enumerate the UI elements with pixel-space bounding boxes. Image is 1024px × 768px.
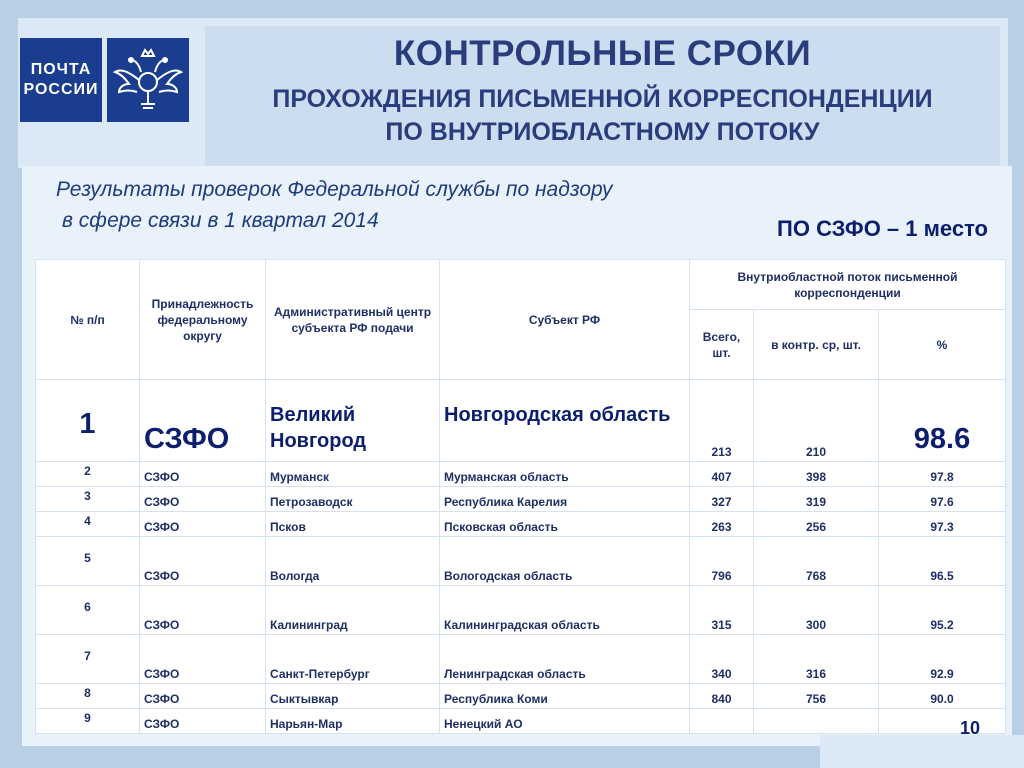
cell-pct: 97.3	[879, 512, 1006, 537]
cell-ontime: 398	[754, 462, 879, 487]
rank-statement: ПО СЗФО – 1 место	[777, 216, 988, 241]
cell-pct: 92.9	[879, 635, 1006, 684]
emblem	[107, 38, 189, 122]
cell-ontime: 756	[754, 684, 879, 709]
logo-line-1: ПОЧТА	[30, 61, 92, 78]
cell-pct: 98.6	[879, 380, 1006, 462]
cell-num: 9	[36, 709, 140, 734]
cell-okrug: СЗФО	[140, 487, 266, 512]
results-table	[35, 259, 1006, 734]
cell-okrug: СЗФО	[140, 537, 266, 586]
table-row	[36, 635, 1006, 684]
header-num: № п/п	[36, 260, 140, 380]
cell-num: 1	[36, 380, 140, 462]
header-pct: %	[879, 310, 1006, 380]
caption-line-1: Результаты проверок Федеральной службы по надзору	[56, 178, 613, 201]
cell-ontime	[754, 709, 879, 734]
cell-num: 4	[36, 512, 140, 537]
cell-okrug: СЗФО	[140, 586, 266, 635]
table-row	[36, 586, 1006, 635]
table-row	[36, 462, 1006, 487]
cell-okrug: СЗФО	[140, 380, 266, 462]
cell-subject: Ненецкий АО	[440, 709, 690, 734]
table-row	[36, 684, 1006, 709]
double-headed-eagle-icon	[111, 42, 185, 118]
caption-line-2: в сфере связи в 1 квартал 2014	[62, 209, 379, 232]
cell-total: 315	[690, 586, 754, 635]
cell-okrug: СЗФО	[140, 684, 266, 709]
cell-subject: Вологодская область	[440, 537, 690, 586]
cell-subject: Калининградская область	[440, 586, 690, 635]
cell-ontime: 319	[754, 487, 879, 512]
header-center: Административный центр субъекта РФ подачи	[266, 260, 440, 380]
cell-total: 327	[690, 487, 754, 512]
cell-ontime: 316	[754, 635, 879, 684]
table-row	[36, 709, 1006, 734]
cell-pct: 96.5	[879, 537, 1006, 586]
page-subtitle-line-2: ПО ВНУТРИОБЛАСТНОМУ ПОТОКУ	[385, 118, 820, 146]
header-ontime: в контр. ср, шт.	[754, 310, 879, 380]
table-row	[36, 512, 1006, 537]
cell-center: Псков	[266, 512, 440, 537]
cell-ontime: 256	[754, 512, 879, 537]
page-title: КОНТРОЛЬНЫЕ СРОКИ	[393, 34, 812, 73]
cell-pct: 97.8	[879, 462, 1006, 487]
cell-subject: Псковская область	[440, 512, 690, 537]
cell-num: 8	[36, 684, 140, 709]
cell-total: 407	[690, 462, 754, 487]
cell-num: 7	[36, 635, 140, 684]
cell-subject: Ленинградская область	[440, 635, 690, 684]
cell-total: 840	[690, 684, 754, 709]
table-row	[36, 537, 1006, 586]
cell-okrug: СЗФО	[140, 462, 266, 487]
cell-subject: Республика Карелия	[440, 487, 690, 512]
cell-subject: Новгородская область	[440, 380, 690, 462]
header-okrug: Принадлежность федеральному округу	[140, 260, 266, 380]
cell-pct	[879, 709, 1006, 734]
cell-pct: 95.2	[879, 586, 1006, 635]
cell-center: Калининград	[266, 586, 440, 635]
page-number: 10	[960, 718, 981, 738]
logo-line-2: РОССИИ	[23, 81, 99, 98]
cell-center: Мурманск	[266, 462, 440, 487]
cell-num: 2	[36, 462, 140, 487]
pochta-rossii-logo	[20, 38, 102, 122]
cell-num: 5	[36, 537, 140, 586]
cell-center: Вологда	[266, 537, 440, 586]
cell-ontime: 768	[754, 537, 879, 586]
cell-num: 6	[36, 586, 140, 635]
cell-center: Петрозаводск	[266, 487, 440, 512]
cell-total: 263	[690, 512, 754, 537]
header-flow: Внутриобластной поток письменной корреспонденции	[690, 260, 1006, 310]
cell-subject: Мурманская область	[440, 462, 690, 487]
cell-okrug: СЗФО	[140, 709, 266, 734]
results-caption	[56, 174, 756, 236]
cell-pct: 90.0	[879, 684, 1006, 709]
cell-okrug: СЗФО	[140, 512, 266, 537]
cell-ontime: 210	[754, 380, 879, 462]
background-strip	[820, 735, 1024, 768]
cell-center: Нарьян-Мар	[266, 709, 440, 734]
cell-center: Санкт-Петербург	[266, 635, 440, 684]
cell-total: 796	[690, 537, 754, 586]
cell-center: Сыктывкар	[266, 684, 440, 709]
cell-okrug: СЗФО	[140, 635, 266, 684]
cell-pct: 97.6	[879, 487, 1006, 512]
cell-total: 340	[690, 635, 754, 684]
cell-total: 213	[690, 380, 754, 462]
table-row	[36, 487, 1006, 512]
cell-ontime: 300	[754, 586, 879, 635]
page-subtitle-line-1: ПРОХОЖДЕНИЯ ПИСЬМЕННОЙ КОРРЕСПОНДЕНЦИИ	[272, 85, 933, 113]
header-total: Всего, шт.	[690, 310, 754, 380]
cell-total	[690, 709, 754, 734]
header-subject: Субъект РФ	[440, 260, 690, 380]
table-row	[36, 380, 1006, 462]
cell-center: Великий Новгород	[266, 380, 440, 462]
cell-subject: Республика Коми	[440, 684, 690, 709]
cell-num: 3	[36, 487, 140, 512]
